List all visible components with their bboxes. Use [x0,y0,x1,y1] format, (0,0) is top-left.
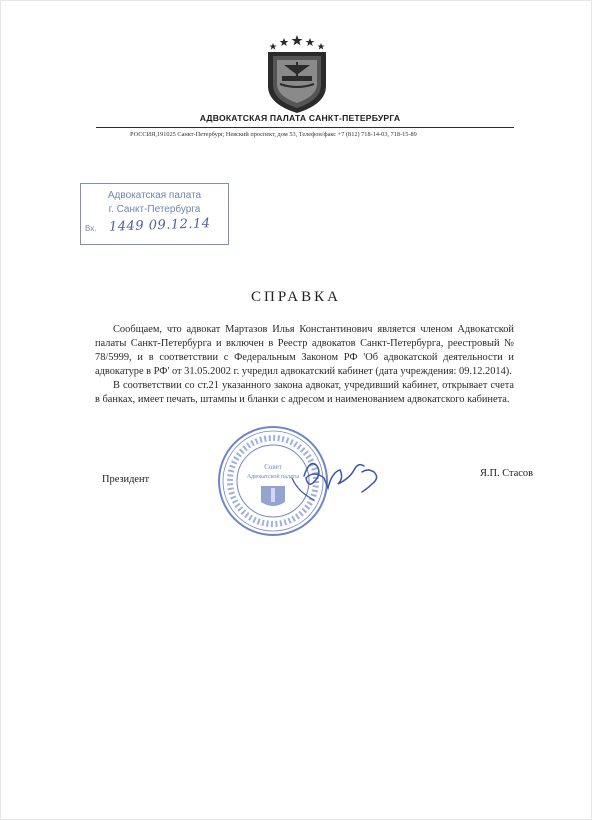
organization-address: РОССИЯ,191025 Санкт-Петербург, Невский проспект, дом 53, Телефон/факс +7 (812) 718-14-03, 718-15-89 [130,131,417,138]
signer-role: Президент [102,474,150,485]
document-body [95,323,514,407]
bar-association-emblem-icon [262,34,332,114]
stamp-handwritten-number: 1449 09.12.14 [108,216,211,235]
body-paragraph-1: Сообщаем, что адвокат Мартазов Илья Константинович является членом Адвокатской палаты Санкт-Петербурга и включен в Реестр адвокатов Санкт-Петербурга, реестровый № 78/5999, и в соответствии с Федеральным Законом РФ 'Об адвокатской деятельности и адвокатуре в РФ' от 31.05.2002 г. учредил адвокатский кабинет (дата учреждения: 09.12.2014). [95,324,514,377]
stamp-line-1: Адвокатская палата [107,190,202,201]
stamp-line-2: г. Санкт-Петербурга [108,204,201,215]
incoming-registration-stamp [80,183,229,245]
signer-name: Я.П. Стасов [480,468,534,479]
stamp-prefix: Вх. [85,224,97,233]
body-paragraph-2: В соответствии со ст.21 указанного закона адвокат, учредивший кабинет, открывает счета в банках, имеет печать, штампы и бланки с адресом и наименованием адвокатского кабинета. [95,380,514,405]
organization-title: АДВОКАТСКАЯ ПАЛАТА САНКТ-ПЕТЕРБУРГА [199,113,401,123]
seal-text-1: Совет [264,463,282,471]
handwritten-signature [284,448,394,508]
seal-text-2: Адвокатской палаты [246,474,300,480]
header-rule [96,127,514,128]
document-heading: СПРАВКА [251,289,341,305]
